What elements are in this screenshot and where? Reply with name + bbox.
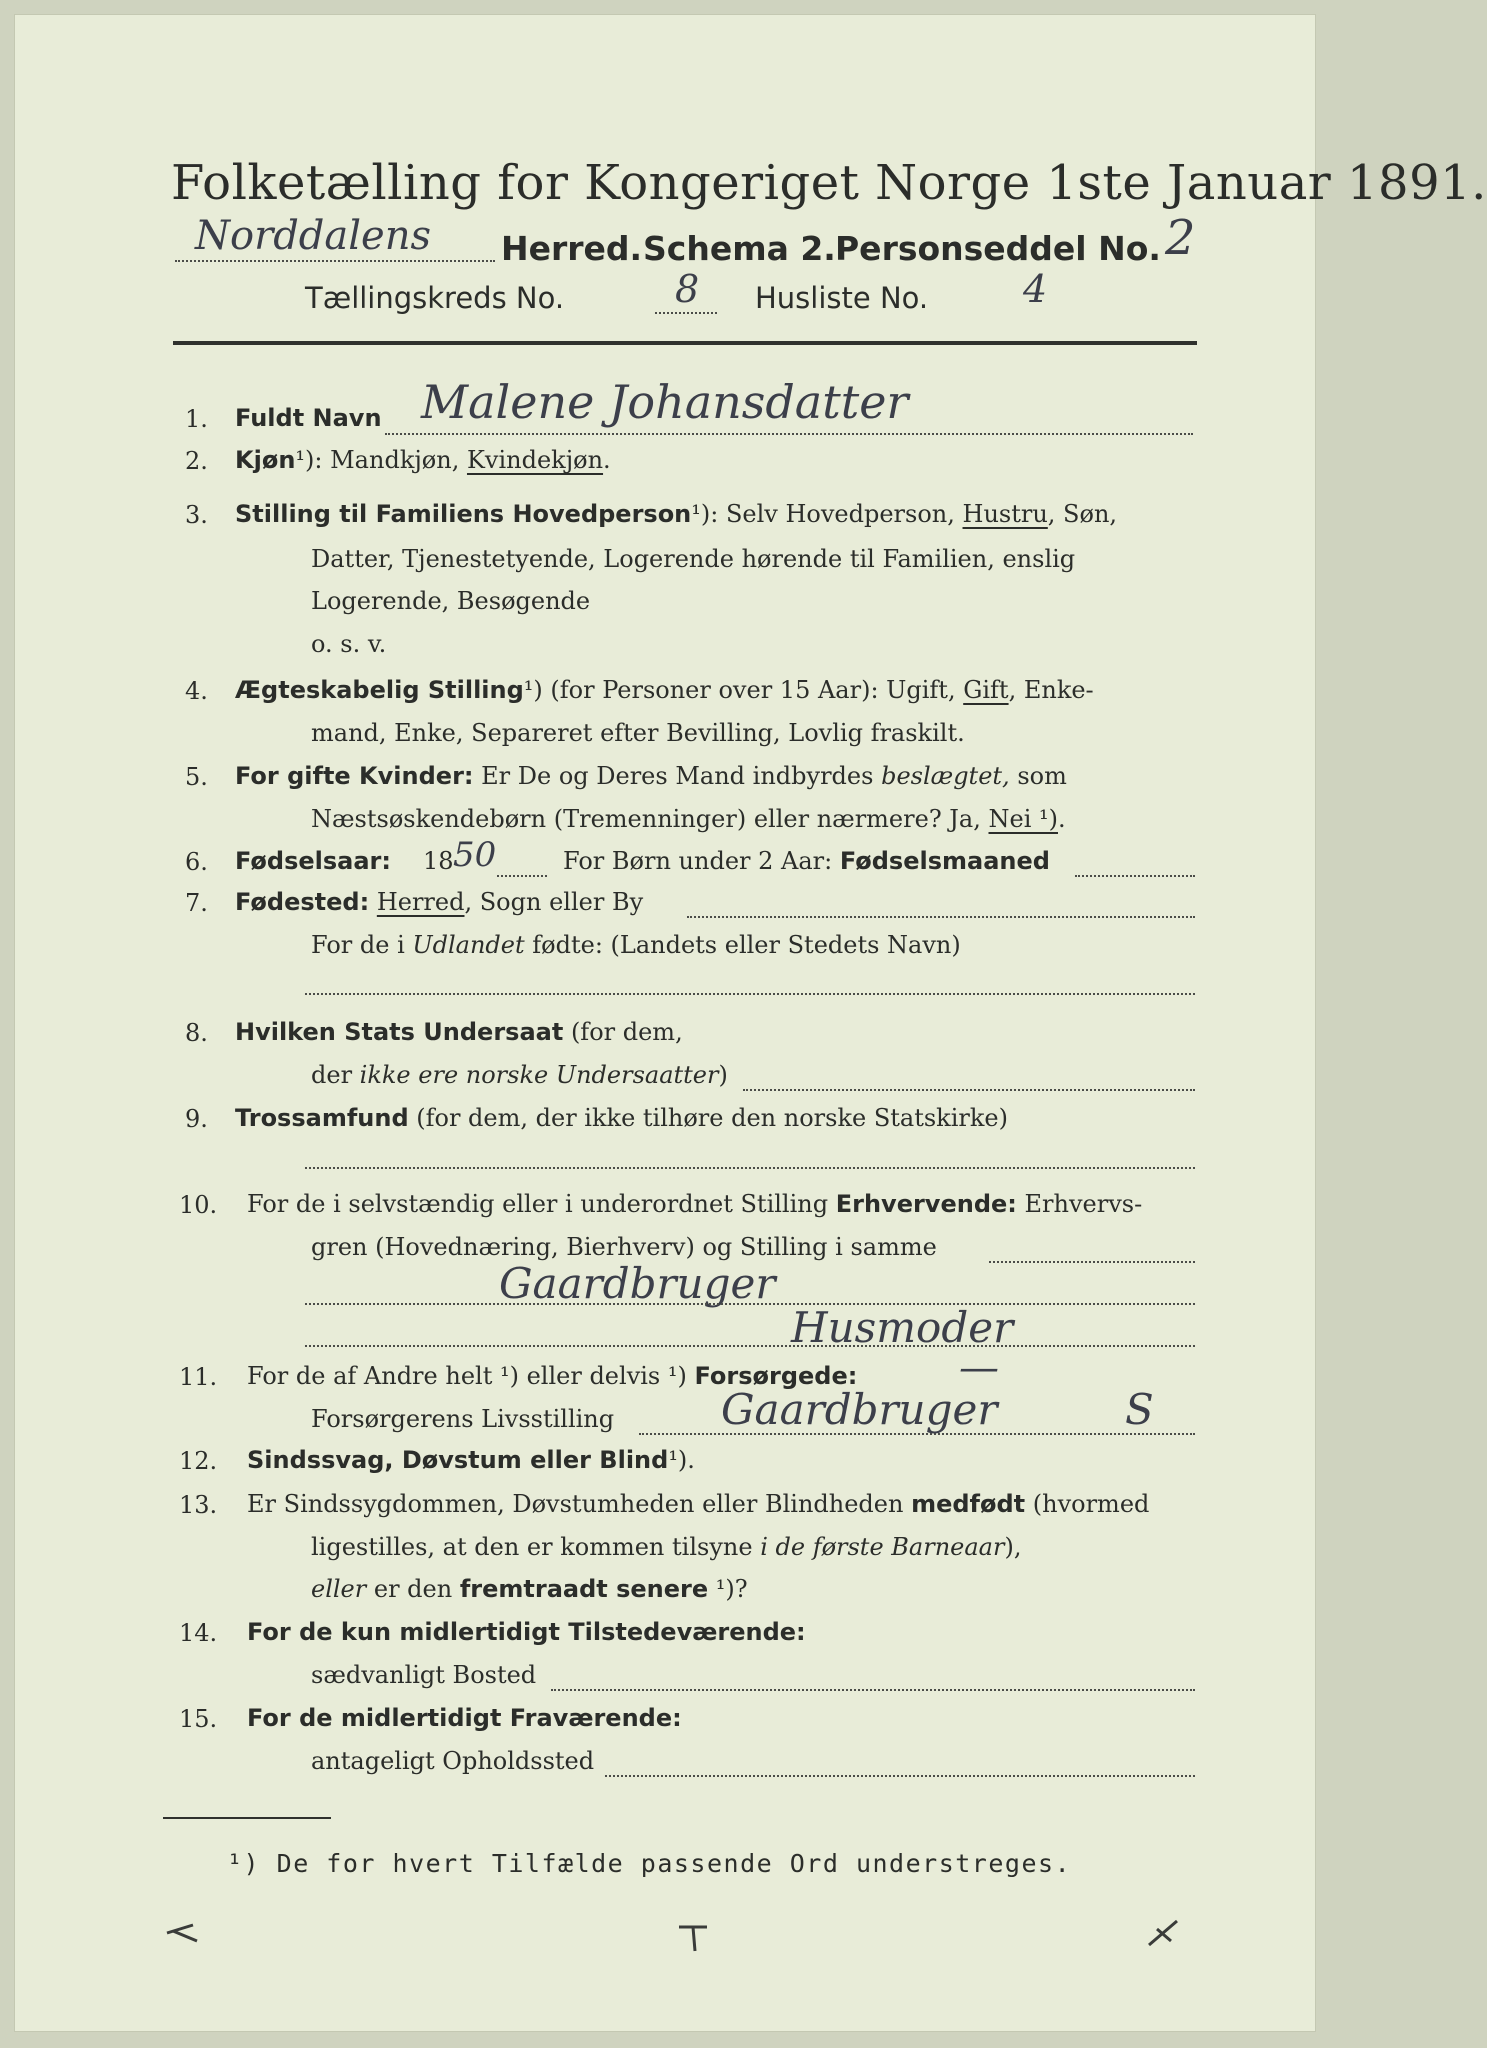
congenital-post3: ¹)? — [708, 1575, 748, 1603]
item-number: 15. — [179, 1705, 218, 1733]
kinship-question: Næstsøskendebørn (Tremenninger) eller nærmere? Ja, — [311, 805, 989, 833]
sex-marked: Kvindekjøn — [466, 446, 604, 474]
religion-text: (for dem, der ikke tilhøre den norske Statskirke) — [408, 1104, 1008, 1132]
item-number: 12. — [179, 1447, 218, 1475]
disability-post: ¹). — [668, 1446, 695, 1474]
birth-year-answer: 50 — [453, 835, 497, 875]
congenital-line-1 — [247, 1490, 1149, 1518]
abroad-post: fødte: (Landets eller Stedets Navn) — [524, 931, 961, 959]
item-label: Fødested: — [235, 888, 370, 916]
sex-post: . — [603, 446, 611, 474]
birth-month-text: For Børn under 2 Aar: — [563, 847, 840, 875]
occupation-answer-1: Gaardbruger — [499, 1259, 776, 1308]
occupation-text: For de i selvstændig eller i underordnet Stilling — [247, 1190, 836, 1218]
item-label: For gifte Kvinder: — [235, 762, 474, 790]
family-line-3: Logerende, Besøgende — [311, 587, 591, 615]
item-number: 5. — [185, 763, 208, 791]
item-label: Fødselsaar: — [235, 847, 391, 875]
congenital-line-3 — [311, 1575, 748, 1603]
occupation-answer-2: Husmoder — [791, 1303, 1014, 1352]
center-mark — [673, 1917, 713, 1957]
item-label: Sindssvag, Døvstum eller Blind — [247, 1446, 669, 1474]
kinship-post: som — [1009, 762, 1067, 790]
item-number: 9. — [185, 1105, 208, 1133]
birthplace-line-1 — [235, 888, 643, 916]
congenital-eller: eller — [311, 1575, 367, 1603]
personseddel-value: 2 — [1165, 210, 1196, 266]
marital-marked: Gift — [963, 676, 1009, 704]
provider-mark: S — [1125, 1385, 1154, 1434]
congenital-text: Er Sindssygdommen, Døvstumheden eller Blindheden — [247, 1490, 912, 1518]
kinship-marked: Nei ¹) — [988, 805, 1058, 833]
abroad-pre: For de i — [311, 931, 413, 959]
birth-month-dotted-line — [1075, 875, 1195, 877]
item-number: 3. — [185, 501, 208, 529]
schema-label: Schema 2. — [643, 229, 836, 268]
item-label: For de kun midlertidigt Tilstedeværende: — [247, 1618, 806, 1646]
whereabouts-dotted-line — [605, 1775, 1195, 1777]
kreds-value: 8 — [675, 267, 700, 311]
kinship-line-1 — [235, 762, 1067, 790]
religion-line — [235, 1104, 1008, 1132]
footnote-rule — [163, 1817, 331, 1819]
census-form-page — [14, 14, 1487, 2032]
item-number: 13. — [179, 1491, 218, 1519]
religion-dotted-line — [305, 1167, 1195, 1169]
family-text: ¹): Selv Hovedperson, — [691, 500, 963, 528]
kreds-label: Tællingskreds No. — [305, 281, 565, 315]
item-number: 4. — [185, 677, 208, 705]
occupation-dotted-line-3 — [305, 1345, 1195, 1347]
birthplace-dotted-line — [687, 916, 1195, 918]
citizenship-post: (for dem, — [563, 1018, 683, 1046]
family-line-1 — [235, 500, 1117, 528]
item-label: Forsørgede: — [694, 1362, 858, 1390]
sex-options: ): Mandkjøn, — [305, 446, 467, 474]
herred-label: Herred. — [501, 229, 643, 268]
birth-month-line — [563, 847, 1050, 875]
item-label: Erhvervende: — [835, 1190, 1017, 1218]
occupation-post: Erhvervs- — [1016, 1190, 1143, 1218]
citizenship-italic: ikke ere norske Undersaatter — [359, 1061, 719, 1089]
footnote: ¹) De for hvert Tilfælde passende Ord understreges. — [227, 1849, 1072, 1878]
family-marked: Hustru — [962, 500, 1048, 528]
item-label: Fuldt Navn — [235, 404, 382, 432]
marital-text: ¹) (for Personer over 15 Aar): Ugift, — [523, 676, 964, 704]
sex-line — [235, 446, 611, 474]
congenital-italic: i de første Barneaar — [760, 1533, 1005, 1561]
sex-sup: ¹ — [295, 446, 306, 474]
occupation-line-2: gren (Hovednæring, Bierhverv) og Stilling i samme — [311, 1233, 937, 1261]
kinship-line-2 — [311, 805, 1066, 833]
kinship-italic: beslægtet, — [881, 762, 1010, 790]
herred-dotted-line — [175, 260, 495, 262]
item-label: Fødselsmaaned — [839, 847, 1050, 875]
name-dotted-line — [385, 433, 1193, 435]
congenital-bold: fremtraadt senere — [459, 1575, 709, 1603]
dependent-answer: — — [959, 1345, 999, 1391]
provider-answer: Gaardbruger — [721, 1385, 998, 1434]
congenital-mid: er den — [366, 1575, 460, 1603]
item-number: 10. — [179, 1191, 218, 1219]
family-post: , Søn, — [1047, 500, 1118, 528]
birthplace-marked: Herred — [376, 888, 465, 916]
abroad-dotted-line — [305, 993, 1195, 995]
name-answer: Malene Johansdatter — [421, 375, 909, 429]
kinship-text: Er De og Deres Mand indbyrdes — [473, 762, 882, 790]
abroad-italic: Udlandet — [412, 931, 525, 959]
congenital-pre2: ligestilles, at den er kommen tilsyne — [311, 1533, 761, 1561]
occupation-dotted-line-1 — [989, 1261, 1195, 1263]
form-title: Folketælling for Kongeriget Norge 1ste Januar 1891. — [171, 155, 1487, 211]
kinship-q-post: . — [1058, 805, 1066, 833]
occupation-line-1 — [247, 1190, 1142, 1218]
item-number: 1. — [185, 405, 208, 433]
citizenship-close: ) — [718, 1061, 728, 1089]
item-label: Stilling til Familiens Hovedperson — [235, 500, 692, 528]
husliste-label: Husliste No. — [755, 281, 929, 315]
dependent-text: For de af Andre helt ¹) eller delvis ¹) — [247, 1362, 695, 1390]
whereabouts-label: antageligt Opholdssted — [311, 1747, 595, 1775]
marital-line-1 — [235, 676, 1094, 704]
item-number: 8. — [185, 1019, 208, 1047]
family-line-2: Datter, Tjenestetyende, Logerende hørende til Familien, enslig — [311, 545, 1076, 573]
corner-mark-left — [163, 1917, 203, 1947]
item-number: 6. — [185, 848, 208, 876]
citizenship-line-1 — [235, 1018, 683, 1046]
citizenship-line-2 — [311, 1061, 728, 1089]
residence-dotted-line — [551, 1689, 1195, 1691]
marital-line-2: mand, Enke, Separeret efter Bevilling, Lovlig fraskilt. — [311, 719, 965, 747]
birthplace-line-2 — [311, 931, 961, 959]
item-number: 14. — [179, 1619, 218, 1647]
citizenship-dotted-line — [743, 1089, 1195, 1091]
citizenship-pre: der — [311, 1061, 360, 1089]
item-number: 11. — [179, 1363, 218, 1391]
item-label: For de midlertidigt Fraværende: — [247, 1704, 682, 1732]
congenital-post2: ), — [1004, 1533, 1022, 1561]
congenital-line-2 — [311, 1533, 1021, 1561]
birthplace-post: , Sogn eller By — [464, 888, 644, 916]
residence-label: sædvanligt Bosted — [311, 1661, 537, 1689]
item-number: 7. — [185, 889, 208, 917]
marital-post: , Enke- — [1008, 676, 1094, 704]
congenital-post: (hvormed — [1025, 1490, 1150, 1518]
item-label: Kjøn — [235, 446, 296, 474]
item-number: 2. — [185, 447, 208, 475]
birth-year-dotted-line — [497, 875, 547, 877]
item-label: Trossamfund — [235, 1104, 409, 1132]
header-rule — [173, 341, 1197, 345]
occupation-dotted-line-2 — [305, 1303, 1195, 1305]
corner-mark-right — [1143, 1915, 1183, 1951]
item-label: Hvilken Stats Undersaat — [235, 1018, 564, 1046]
disability-line — [247, 1446, 695, 1474]
personseddel-label: Personseddel No. — [835, 229, 1161, 268]
item-label: Ægteskabelig Stilling — [235, 676, 524, 704]
kreds-dotted-line — [655, 312, 717, 314]
item-label: medfødt — [911, 1490, 1026, 1518]
husliste-value: 4 — [1023, 267, 1048, 311]
dependent-line-2: Forsørgerens Livsstilling — [311, 1405, 615, 1433]
birth-year-prefix: 18 — [423, 847, 454, 875]
family-line-4: o. s. v. — [311, 630, 387, 658]
herred-handwritten: Norddalens — [195, 213, 432, 259]
